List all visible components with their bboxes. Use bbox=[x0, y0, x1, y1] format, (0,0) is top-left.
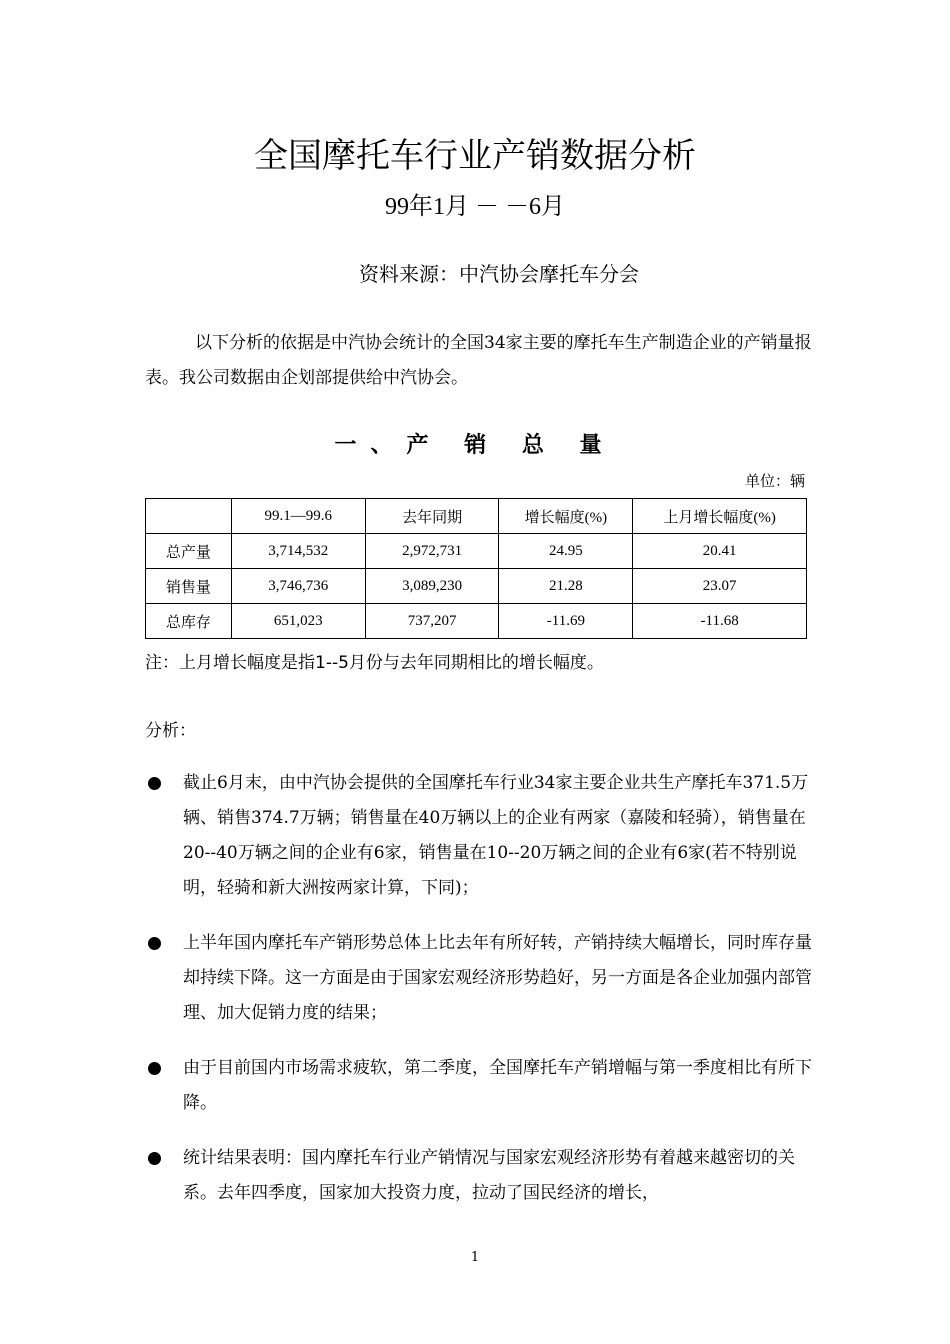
row-label: 销售量 bbox=[146, 569, 232, 604]
table-header-cell: 99.1—99.6 bbox=[231, 499, 365, 534]
list-item bbox=[145, 766, 817, 906]
list-item bbox=[145, 926, 817, 1031]
table-cell: 20.41 bbox=[633, 534, 807, 569]
table-cell: 24.95 bbox=[499, 534, 633, 569]
table-header-cell: 去年同期 bbox=[365, 499, 499, 534]
intro-paragraph: 以下分析的依据是中汽协会统计的全国34家主要的摩托车生产制造企业的产销量报表。我公司数据由企划部提供给中汽协会。 bbox=[145, 333, 812, 388]
table-cell: -11.68 bbox=[633, 604, 807, 639]
analysis-heading: 分析： bbox=[145, 721, 196, 741]
table-note: 注：上月增长幅度是指1--5月份与去年同期相比的增长幅度。 bbox=[145, 653, 604, 673]
section-title: 一、产 销 总 量 bbox=[334, 433, 616, 458]
table-row bbox=[146, 534, 807, 569]
table-cell: -11.69 bbox=[499, 604, 633, 639]
page-number: 1 bbox=[470, 1250, 480, 1265]
table-header-cell: 增长幅度(%) bbox=[499, 499, 633, 534]
row-label: 总产量 bbox=[146, 534, 232, 569]
table-cell: 21.28 bbox=[499, 569, 633, 604]
table-header-cell bbox=[146, 499, 232, 534]
list-item bbox=[145, 1141, 817, 1211]
table-cell: 651,023 bbox=[231, 604, 365, 639]
table-cell: 3,714,532 bbox=[231, 534, 365, 569]
table-header-row bbox=[146, 499, 807, 534]
list-item-text: 由于目前国内市场需求疲软，第二季度，全国摩托车产销增幅与第一季度相比有所下降。 bbox=[183, 1058, 812, 1113]
bullet-icon bbox=[148, 937, 161, 950]
production-sales-table bbox=[145, 498, 807, 639]
date-range-subtitle: 99年1月 － －6月 bbox=[385, 194, 565, 220]
table-cell: 737,207 bbox=[365, 604, 499, 639]
list-item bbox=[145, 1051, 817, 1121]
table-row bbox=[146, 569, 807, 604]
table-header-cell: 上月增长幅度(%) bbox=[633, 499, 807, 534]
table-cell: 2,972,731 bbox=[365, 534, 499, 569]
list-item-text: 上半年国内摩托车产销形势总体上比去年有所好转，产销持续大幅增长，同时库存量却持续下降。这一方面是由于国家宏观经济形势趋好，另一方面是各企业加强内部管理、加大促销力度的结果； bbox=[183, 933, 812, 1023]
table-cell: 3,746,736 bbox=[231, 569, 365, 604]
analysis-list bbox=[145, 766, 817, 1231]
bullet-icon bbox=[148, 1062, 161, 1075]
table-row bbox=[146, 604, 807, 639]
row-label: 总库存 bbox=[146, 604, 232, 639]
table-cell: 3,089,230 bbox=[365, 569, 499, 604]
unit-label: 单位：辆 bbox=[744, 472, 805, 490]
bullet-icon bbox=[148, 777, 161, 790]
document-title: 全国摩托车行业产销数据分析 bbox=[254, 136, 696, 176]
list-item-text: 统计结果表明：国内摩托车行业产销情况与国家宏观经济形势有着越来越密切的关系。去年四季度，国家加大投资力度，拉动了国民经济的增长， bbox=[183, 1148, 795, 1203]
bullet-icon bbox=[148, 1152, 161, 1165]
table-cell: 23.07 bbox=[633, 569, 807, 604]
list-item-text: 截止6月末，由中汽协会提供的全国摩托车行业34家主要企业共生产摩托车371.5万辆、销售374.7万辆；销售量在40万辆以上的企业有两家（嘉陵和轻骑），销售量在20--40万辆之间的企业有6家，销售量在10--20万辆之间的企业有6家(若不特别说明，轻骑和新大洲按两家计算，下同)； bbox=[183, 773, 809, 898]
data-source: 资料来源：中汽协会摩托车分会 bbox=[359, 262, 639, 286]
